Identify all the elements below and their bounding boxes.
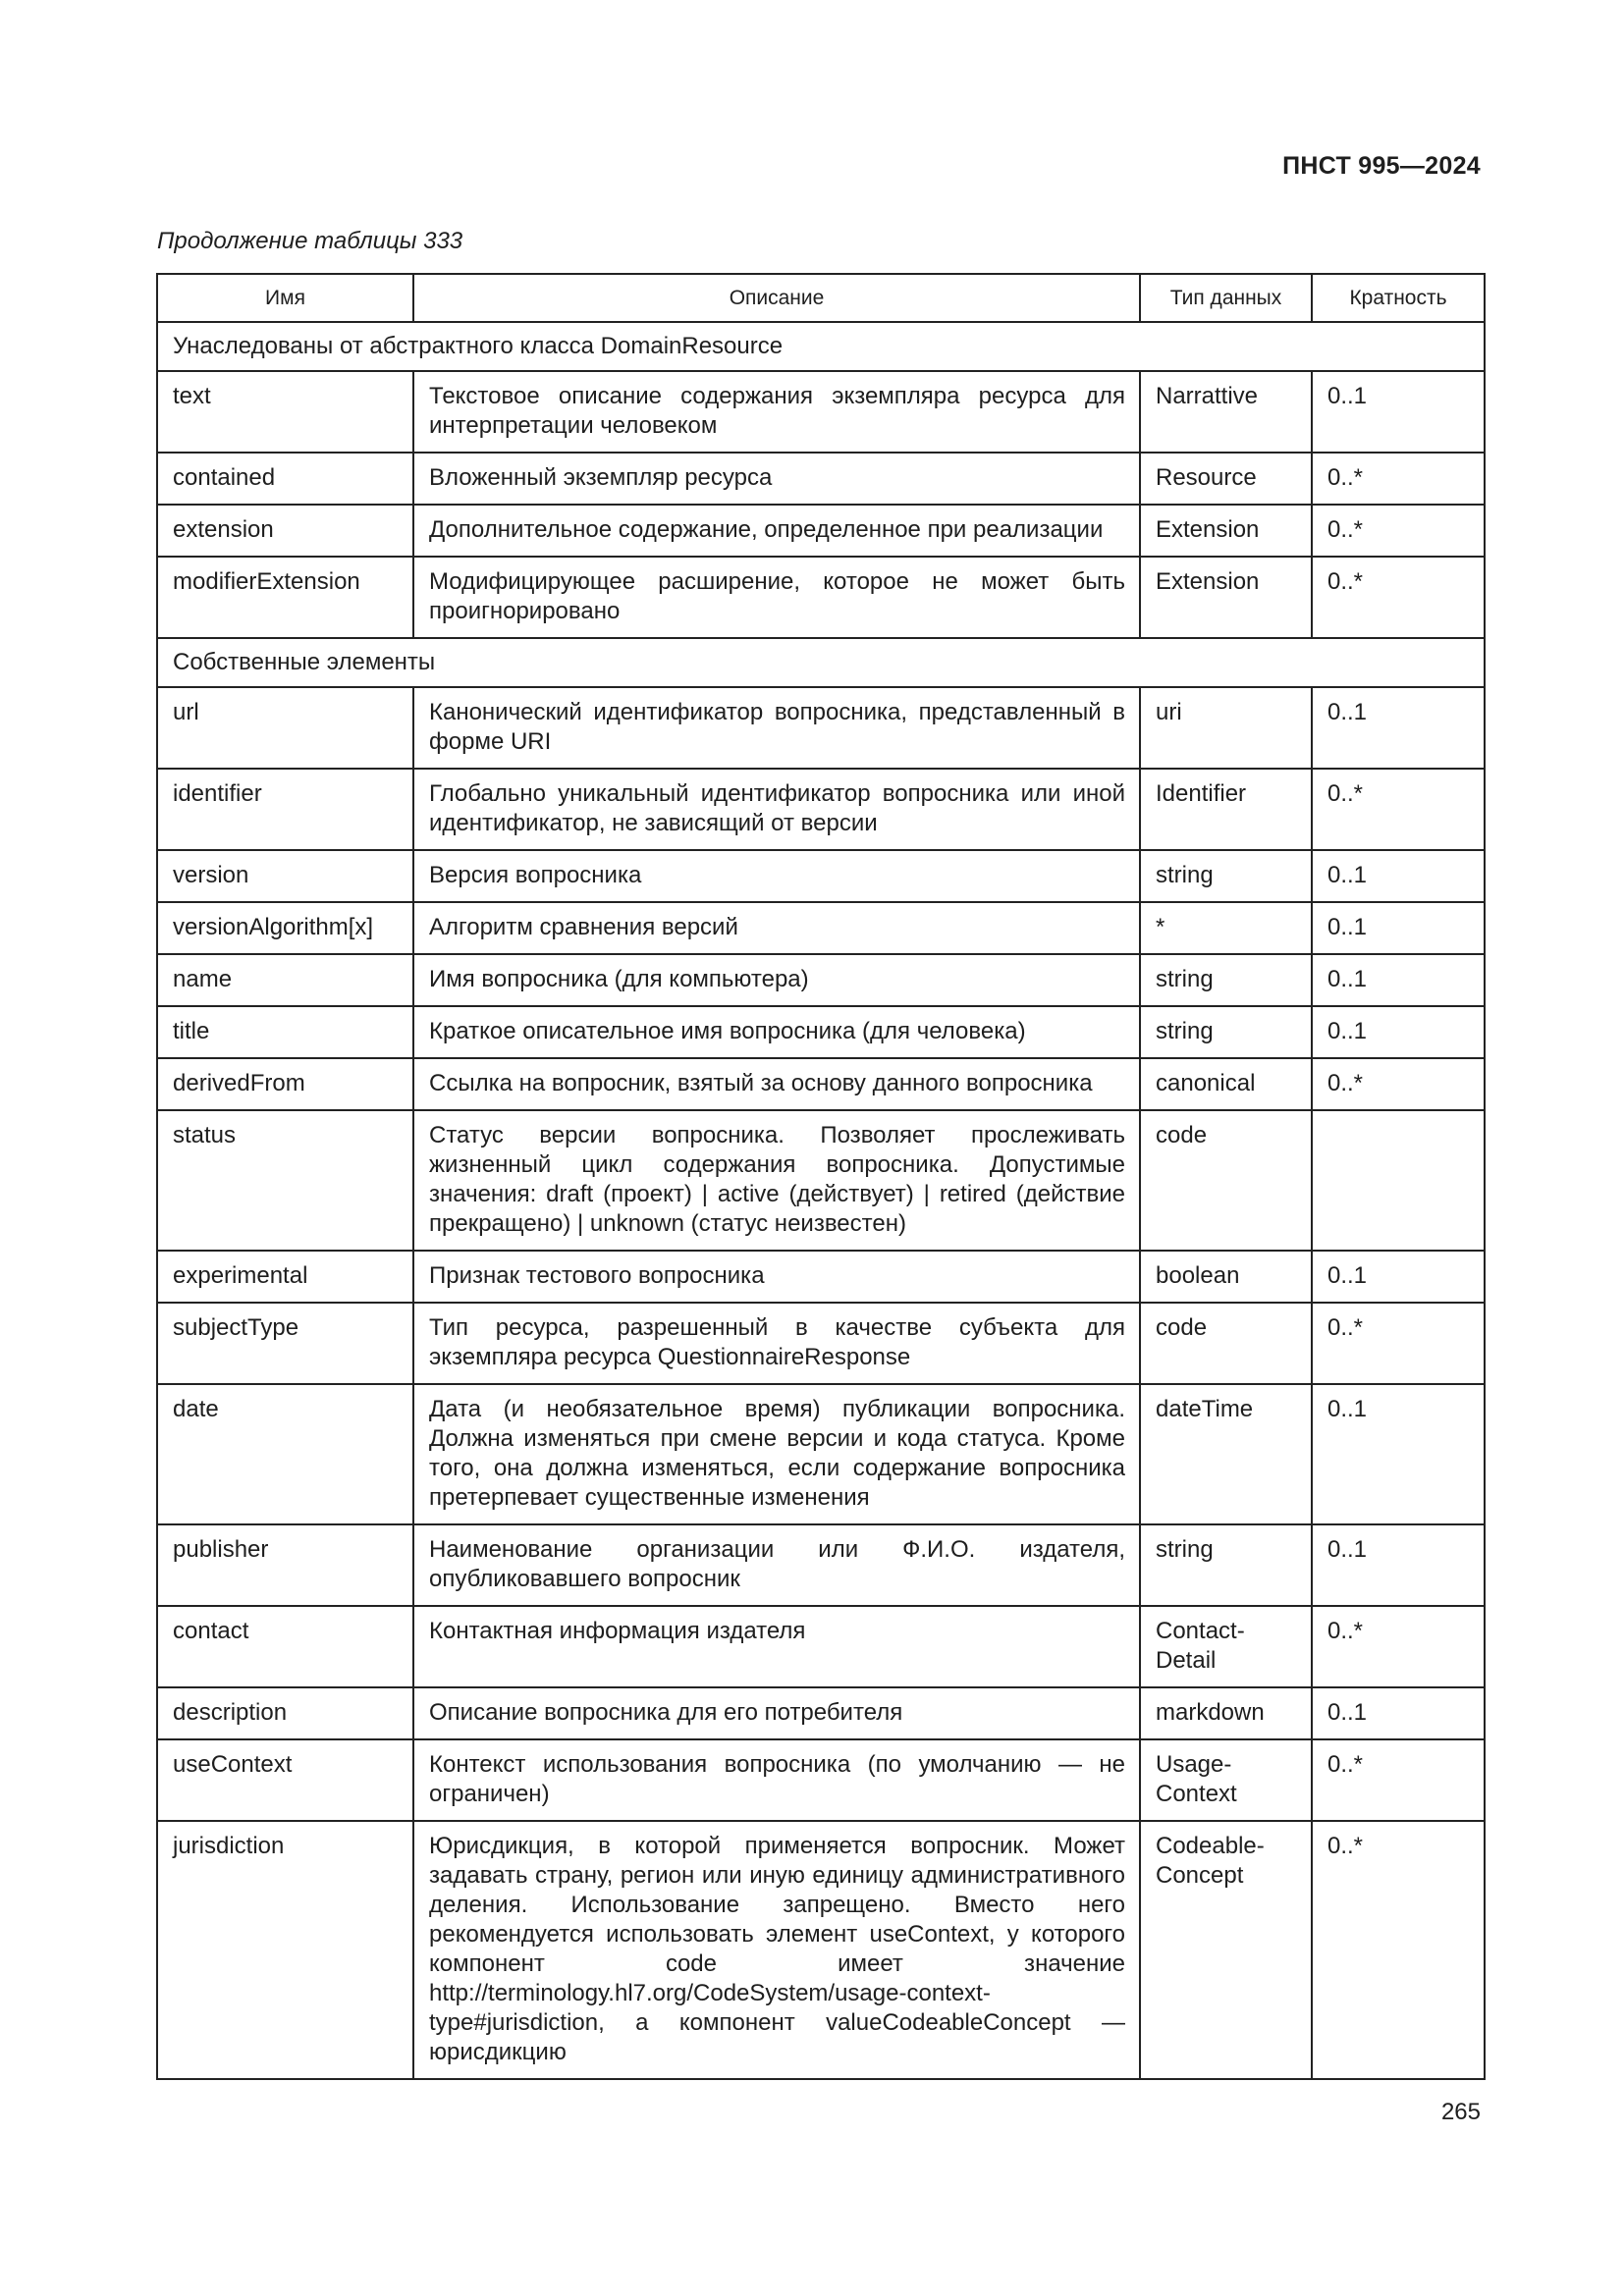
cell-type: boolean <box>1140 1251 1312 1303</box>
table-row <box>157 1524 1485 1606</box>
cell-type: string <box>1140 1524 1312 1606</box>
cell-type: string <box>1140 1006 1312 1058</box>
cell-cardinality <box>1312 1110 1485 1251</box>
table-row <box>157 902 1485 954</box>
section-row <box>157 322 1485 371</box>
table-row <box>157 557 1485 638</box>
table-row <box>157 1606 1485 1687</box>
cell-cardinality: 0..* <box>1312 557 1485 638</box>
cell-name: name <box>157 954 413 1006</box>
cell-cardinality: 0..1 <box>1312 954 1485 1006</box>
cell-name: modifierExtension <box>157 557 413 638</box>
table-row <box>157 1821 1485 2079</box>
table-row <box>157 1110 1485 1251</box>
cell-cardinality: 0..1 <box>1312 687 1485 769</box>
table-row <box>157 954 1485 1006</box>
cell-name: date <box>157 1384 413 1524</box>
cell-type: Resource <box>1140 453 1312 505</box>
table-row <box>157 505 1485 557</box>
table-row <box>157 769 1485 850</box>
cell-description: Дата (и необязательное время) публикации вопросника. Должна изменяться при смене версии и кода статуса. Кроме того, она должна изменяться, если содержание вопросника претерпевает существенные изменения <box>413 1384 1140 1524</box>
table-header-row <box>157 274 1485 322</box>
cell-description: Признак тестового вопросника <box>413 1251 1140 1303</box>
section-title: Собственные элементы <box>157 638 1485 687</box>
cell-description: Текстовое описание содержания экземпляра ресурса для интерпретации человеком <box>413 371 1140 453</box>
cell-name: url <box>157 687 413 769</box>
cell-name: derivedFrom <box>157 1058 413 1110</box>
table-body <box>157 322 1485 2079</box>
cell-name: jurisdiction <box>157 1821 413 2079</box>
cell-type: Codeable-Concept <box>1140 1821 1312 2079</box>
cell-type: Narrattive <box>1140 371 1312 453</box>
cell-name: identifier <box>157 769 413 850</box>
cell-name: description <box>157 1687 413 1739</box>
cell-description: Модифицирующее расширение, которое не может быть проигнорировано <box>413 557 1140 638</box>
cell-name: contained <box>157 453 413 505</box>
table-row <box>157 1006 1485 1058</box>
cell-description: Наименование организации или Ф.И.О. издателя, опубликовавшего вопросник <box>413 1524 1140 1606</box>
column-header-type: Тип данных <box>1140 274 1312 322</box>
table-row <box>157 1739 1485 1821</box>
column-header-description: Описание <box>413 274 1140 322</box>
cell-type: * <box>1140 902 1312 954</box>
cell-name: useContext <box>157 1739 413 1821</box>
cell-type: Usage-Context <box>1140 1739 1312 1821</box>
cell-type: Extension <box>1140 557 1312 638</box>
cell-name: subjectType <box>157 1303 413 1384</box>
page-number: 265 <box>1440 2099 1481 2125</box>
cell-name: versionAlgorithm[x] <box>157 902 413 954</box>
table-row <box>157 850 1485 902</box>
cell-cardinality: 0..* <box>1312 505 1485 557</box>
cell-cardinality: 0..* <box>1312 1606 1485 1687</box>
cell-type: canonical <box>1140 1058 1312 1110</box>
cell-name: text <box>157 371 413 453</box>
cell-name: contact <box>157 1606 413 1687</box>
table-row <box>157 1687 1485 1739</box>
section-row <box>157 638 1485 687</box>
cell-name: publisher <box>157 1524 413 1606</box>
cell-description: Краткое описательное имя вопросника (для человека) <box>413 1006 1140 1058</box>
cell-type: Contact-Detail <box>1140 1606 1312 1687</box>
cell-cardinality: 0..* <box>1312 1303 1485 1384</box>
cell-type: uri <box>1140 687 1312 769</box>
cell-cardinality: 0..1 <box>1312 1251 1485 1303</box>
cell-cardinality: 0..1 <box>1312 1687 1485 1739</box>
cell-type: string <box>1140 954 1312 1006</box>
cell-name: version <box>157 850 413 902</box>
cell-description: Дополнительное содержание, определенное при реализации <box>413 505 1140 557</box>
cell-description: Статус версии вопросника. Позволяет прослеживать жизненный цикл содержания вопросника. Допустимые значения: draft (проект) | active (действует) | retired (действие прекращено) | unknown (статус неизвестен) <box>413 1110 1140 1251</box>
cell-description: Тип ресурса, разрешенный в качестве субъекта для экземпляра ресурса QuestionnaireResponse <box>413 1303 1140 1384</box>
cell-description: Юрисдикция, в которой применяется вопросник. Может задавать страну, регион или иную единицу административного деления. Использование запрещено. Вместо него рекомендуется использовать элемент useContext, у которого компонент code имеет значение http://terminology.hl7.org/CodeSystem/usage-context-type#jurisdiction, а компонент valueCodeableConcept — юрисдикцию <box>413 1821 1140 2079</box>
table-row <box>157 687 1485 769</box>
table-row <box>157 1058 1485 1110</box>
cell-name: experimental <box>157 1251 413 1303</box>
document-code: ПНСТ 995—2024 <box>1282 152 1481 180</box>
table-row <box>157 1303 1485 1384</box>
cell-type: Identifier <box>1140 769 1312 850</box>
cell-description: Алгоритм сравнения версий <box>413 902 1140 954</box>
table-row <box>157 371 1485 453</box>
cell-description: Вложенный экземпляр ресурса <box>413 453 1140 505</box>
cell-description: Имя вопросника (для компьютера) <box>413 954 1140 1006</box>
column-header-cardinality: Кратность <box>1312 274 1485 322</box>
cell-cardinality: 0..* <box>1312 1739 1485 1821</box>
cell-description: Версия вопросника <box>413 850 1140 902</box>
cell-name: status <box>157 1110 413 1251</box>
cell-description: Ссылка на вопросник, взятый за основу данного вопросника <box>413 1058 1140 1110</box>
cell-name: extension <box>157 505 413 557</box>
cell-cardinality: 0..1 <box>1312 1384 1485 1524</box>
cell-type: string <box>1140 850 1312 902</box>
cell-type: code <box>1140 1303 1312 1384</box>
cell-cardinality: 0..* <box>1312 1821 1485 2079</box>
cell-type: dateTime <box>1140 1384 1312 1524</box>
table-row <box>157 453 1485 505</box>
cell-cardinality: 0..* <box>1312 769 1485 850</box>
spec-table <box>156 273 1486 2080</box>
table-row <box>157 1384 1485 1524</box>
table-row <box>157 1251 1485 1303</box>
cell-cardinality: 0..1 <box>1312 371 1485 453</box>
table-caption: Продолжение таблицы 333 <box>157 228 463 254</box>
cell-type: markdown <box>1140 1687 1312 1739</box>
cell-type: Extension <box>1140 505 1312 557</box>
cell-description: Контекст использования вопросника (по умолчанию — не ограничен) <box>413 1739 1140 1821</box>
cell-cardinality: 0..1 <box>1312 902 1485 954</box>
cell-description: Контактная информация издателя <box>413 1606 1140 1687</box>
cell-cardinality: 0..1 <box>1312 850 1485 902</box>
cell-cardinality: 0..1 <box>1312 1006 1485 1058</box>
cell-cardinality: 0..* <box>1312 453 1485 505</box>
cell-name: title <box>157 1006 413 1058</box>
cell-cardinality: 0..* <box>1312 1058 1485 1110</box>
cell-description: Глобально уникальный идентификатор вопросника или иной идентификатор, не зависящий от версии <box>413 769 1140 850</box>
cell-cardinality: 0..1 <box>1312 1524 1485 1606</box>
cell-type: code <box>1140 1110 1312 1251</box>
cell-description: Описание вопросника для его потребителя <box>413 1687 1140 1739</box>
cell-description: Канонический идентификатор вопросника, представленный в форме URI <box>413 687 1140 769</box>
column-header-name: Имя <box>157 274 413 322</box>
section-title: Унаследованы от абстрактного класса DomainResource <box>157 322 1485 371</box>
